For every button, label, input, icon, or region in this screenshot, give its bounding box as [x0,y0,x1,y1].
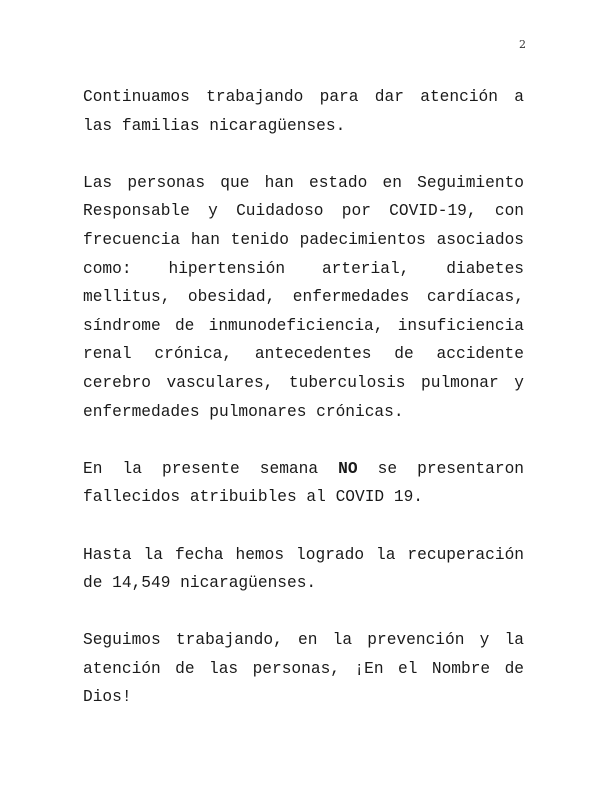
paragraph-intro: Continuamos trabajando para dar atención a las familias nicaragüenses. [83,88,524,135]
emphasis-no: NO [338,459,358,478]
document-body [83,83,524,712]
paragraph-deaths [83,455,524,512]
paragraph-deaths-after: se presentaron fallecidos atribuibles al COVID 19. [83,459,524,507]
paragraph-comorbidities: Las personas que han estado en Seguimiento Responsable y Cuidadoso por COVID-19, con frecuencia han tenido padecimientos asociados como: hipertensión arterial, diabetes mellitus, obesidad, enfermedades cardíacas, síndrome de inmunodeficiencia, insuficiencia renal crónica, antecedentes de accidente cerebro vasculares, tuberculosis pulmonar y enfermedades pulmonares crónicas. [83,173,524,421]
paragraph-deaths-before: En la presente semana [83,459,339,478]
paragraph-closing: Seguimos trabajando, en la prevención y la atención de las personas, ¡En el Nombre de Dios! [83,631,524,707]
paragraph-recoveries: Hasta la fecha hemos logrado la recuperación de 14,549 nicaragüenses. [83,545,524,593]
page-number: 2 [519,38,526,51]
